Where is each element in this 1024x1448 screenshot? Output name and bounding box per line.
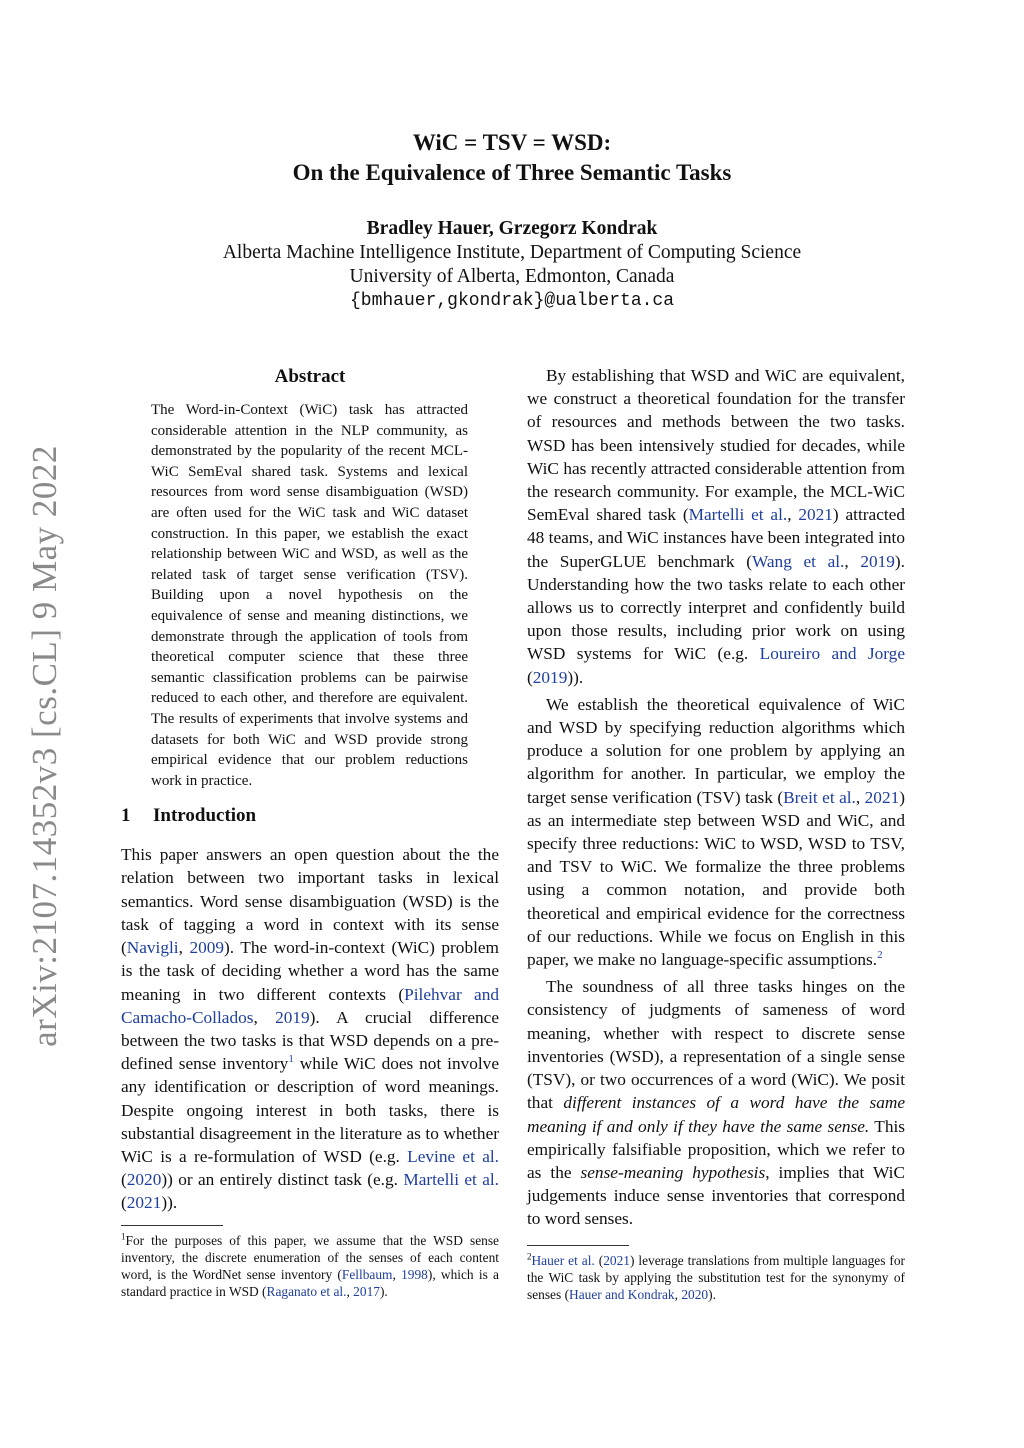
abstract-text: The Word-in-Context (WiC) task has attracted considerable attention in the NLP community, as demonstrated by the popularity of the recent MCL-WiC SemEval shared task. Systems and lexical resources from word sense disambiguation (WSD) are often used for the WiC task and WiC dataset construction. In this paper, we establish the exact relationship between WiC and WSD, as well as the related task of target sense verification (TSV). Building upon a novel hypothesis on the equivalence of sense and meaning distinctions, we demonstrate through the application of tools from theoretical computer science that these three semantic classification problems can be pairwise reduced to each other, and therefore are equivalent. The results of experiments that involve systems and datasets for both WiC and WSD provide strong empirical evidence that our problem reductions work in practice. [151, 402, 468, 789]
right-paragraph-2 [527, 693, 905, 971]
author-block [0, 217, 1024, 313]
intro-paragraph-1 [121, 843, 499, 1214]
emphasis-text: sense-meaning hypothesis [580, 1162, 766, 1182]
section-title: Introduction [153, 805, 257, 827]
affiliation-line-2: University of Alberta, Edmonton, Canada [349, 266, 675, 287]
text-run: , [253, 1007, 276, 1027]
citation-link[interactable]: Raganato et al. [266, 1283, 347, 1299]
citation-link[interactable]: Navigli [126, 938, 179, 958]
text-run: , [392, 1266, 402, 1282]
text-run: , implies that WiC judgements induce sense inventories that correspond to word senses. [527, 1162, 905, 1229]
text-run: For the purposes of this paper, we assume that the WSD sense inventory, the discrete enumeration of the senses of each content word, is the WordNet sense inventory ( [121, 1232, 499, 1282]
citation-link[interactable]: Hauer et al. [531, 1252, 595, 1268]
text-run: , [787, 505, 799, 525]
text-run: ). Understanding how the two tasks relate to each other allows us to correctly interpret and confidently build upon those results, including prior work on using WSD systems for WiC (e.g. [527, 551, 905, 664]
citation-link[interactable]: 2019 [532, 667, 568, 687]
citation-link[interactable]: 2020 [681, 1286, 709, 1302]
footnote-rule [121, 1225, 223, 1226]
footnote-rule [527, 1245, 629, 1246]
citation-link[interactable]: Wang et al. [751, 551, 845, 571]
citation-link[interactable]: 2020 [126, 1170, 162, 1190]
text-run: The soundness of all three tasks hinges on the consistency of judgments of sameness of word meaning, whether with respect to discrete sense inventories (WSD), a representation of a single sense (TSV), or two occurrences of a word (WiC). We posit that [527, 977, 905, 1113]
text-run: )). [161, 1193, 178, 1213]
text-run: ( [121, 1170, 127, 1190]
abstract-heading: Abstract [274, 366, 346, 387]
title-line-2: On the Equivalence of Three Semantic Tasks [292, 160, 732, 185]
text-run: ). The word-in-context (WiC) problem is the task of deciding whether a word has the same meaning in two different contexts ( [121, 938, 500, 1004]
citation-link[interactable]: Martelli et al. [688, 505, 788, 525]
citation-link[interactable]: 2021 [798, 505, 833, 525]
text-run: ). A crucial difference between the two tasks is that WSD depends on a pre-defined sense inventory [121, 1007, 499, 1074]
citation-link[interactable]: 2019 [860, 551, 895, 571]
text-run: By establishing that WSD and WiC are equivalent, we construct a theoretical foundation for the transfer of resources and methods between the two tasks. WSD has been intensively studied for decades, while WiC has recently attracted considerable attention from the research community. For example, the MCL-WiC SemEval shared task ( [527, 366, 905, 525]
citation-link[interactable]: Levine et al. [407, 1146, 499, 1166]
left-column [121, 364, 499, 1300]
citation-link[interactable]: 2021 [864, 787, 900, 807]
citation-link[interactable]: Breit et al. [783, 787, 856, 807]
right-paragraph-1 [527, 364, 905, 689]
text-run: This paper answers an open question about the the relation between two important tasks in lexical semantics. Word sense disambiguation (WSD) is the task of tagging a word in context with its sense ( [121, 845, 499, 958]
citation-link[interactable]: Martelli et al. [403, 1170, 499, 1190]
right-paragraph-3 [527, 975, 905, 1230]
text-run: while WiC does not involve any identification or description of word meanings. Despite ongoing interest in both tasks, there is substantial disagreement in the literature as to whether WiC is a re-formulation of WSD (e.g. [121, 1054, 499, 1166]
citation-link[interactable]: Loureiro and Jorge [759, 644, 905, 664]
text-run: ( [121, 1193, 127, 1213]
text-run: ( [594, 1252, 604, 1268]
section-heading-introduction [121, 803, 499, 829]
text-run: ) attracted 48 teams, and WiC instances have been integrated into the SuperGLUE benchmark ( [527, 505, 905, 571]
footnote-marker[interactable]: 1 [288, 1053, 294, 1066]
text-run: ( [527, 667, 533, 687]
text-run: , [674, 1286, 682, 1302]
footnote-mark: 2 [527, 1251, 532, 1262]
text-run: ). [708, 1286, 716, 1302]
citation-link[interactable]: 2021 [603, 1252, 630, 1268]
text-run: )). [567, 667, 584, 687]
citation-link[interactable]: Pilehvar and Camacho-Collados [121, 984, 499, 1027]
text-run: , [346, 1283, 354, 1299]
text-run: ). [379, 1283, 388, 1299]
citation-link[interactable]: Hauer and Kondrak [569, 1286, 675, 1302]
text-run: ), which is a standard practice in WSD ( [121, 1266, 499, 1299]
footnote-1 [121, 1232, 499, 1300]
arxiv-stamp-text: arXiv:2107.14352v3 [cs.CL] 9 May 2022 [25, 445, 65, 1047]
citation-link[interactable]: 2017 [353, 1283, 380, 1299]
text-run: ) as an intermediate step between WSD and WiC, and specify three reductions: WiC to WSD, WSD to TSV, and TSV to WiC. We formalize the three problems using a common notation, and provide both theoretical and empirical evidence for the correctness of our reductions. While we focus on English in this paper, we make no language-specific assumptions. [527, 787, 905, 970]
section-number: 1 [121, 805, 131, 827]
text-run: , [844, 551, 861, 571]
text-run: This empirically falsifiable proposition, which we refer to as the [527, 1116, 906, 1182]
footnote-marker[interactable]: 2 [877, 949, 883, 962]
title-line-1: WiC = TSV = WSD: [412, 130, 612, 155]
citation-link[interactable]: 2009 [189, 938, 224, 958]
footnote-2 [527, 1252, 905, 1303]
affiliation-line-1: Alberta Machine Intelligence Institute, Department of Computing Science [222, 242, 802, 263]
right-column [527, 364, 905, 1303]
citation-link[interactable]: 1998 [401, 1266, 428, 1282]
emphasis-text: different instances of a word have the same meaning if and only if they have the same sense. [527, 1093, 905, 1136]
arxiv-stamp [10, 446, 80, 1046]
footnote-mark: 1 [121, 1231, 126, 1242]
text-run: )) or an entirely distinct task (e.g. [161, 1170, 404, 1190]
author-names: Bradley Hauer, Grzegorz Kondrak [366, 218, 658, 239]
text-run: , [178, 938, 190, 958]
citation-link[interactable]: 2019 [275, 1007, 310, 1027]
paper-title [0, 128, 1024, 188]
text-run: We establish the theoretical equivalence of WiC and WSD by specifying reduction algorithms which produce a solution for one problem by applying an algorithm for another. In particular, we employ the target sense verification (TSV) task ( [527, 694, 905, 807]
citation-link[interactable]: 2021 [126, 1193, 162, 1213]
text-run: ) leverage translations from multiple languages for the WiC task by applying the substitution test for the synonymy of senses ( [527, 1252, 905, 1302]
citation-link[interactable]: Fellbaum [341, 1266, 393, 1282]
text-run: , [855, 787, 865, 807]
author-email[interactable]: {bmhauer,gkondrak}@ualberta.ca [349, 291, 675, 311]
